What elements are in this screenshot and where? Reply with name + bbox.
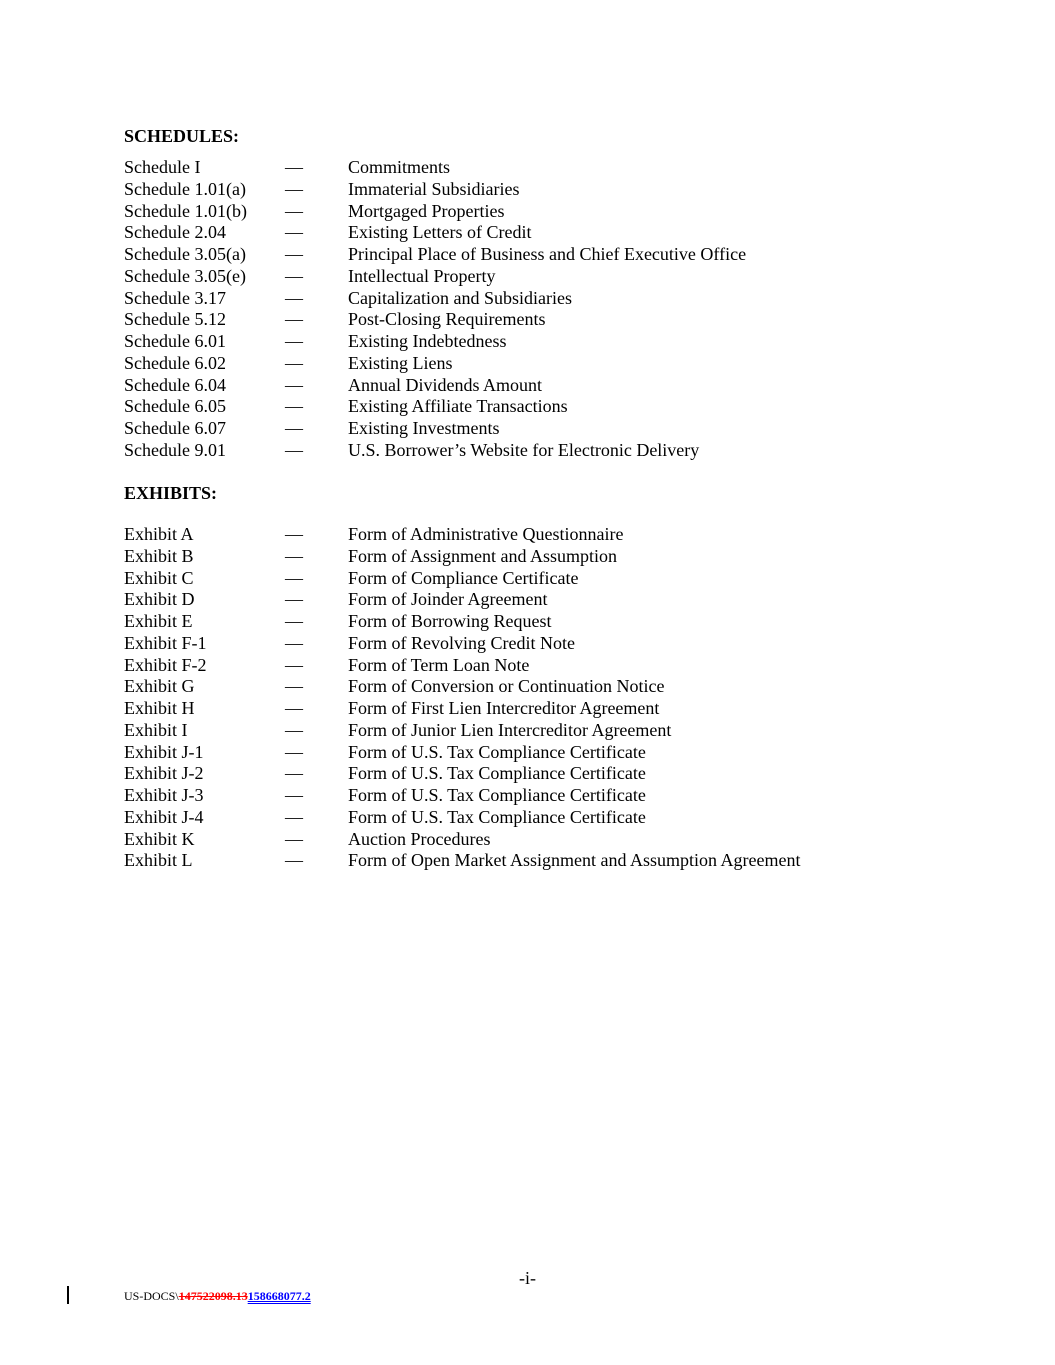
em-dash: —: [285, 763, 303, 784]
schedule-description: Existing Affiliate Transactions: [348, 396, 568, 417]
exhibit-label: Exhibit C: [124, 567, 194, 588]
exhibit-description: Auction Procedures: [348, 828, 491, 849]
schedule-description: Capitalization and Subsidiaries: [348, 287, 572, 308]
schedule-description: Commitments: [348, 157, 451, 177]
exhibit-label: Exhibit J-2: [124, 763, 204, 784]
em-dash: —: [285, 396, 303, 417]
em-dash: —: [285, 222, 303, 243]
schedule-description: Existing Investments: [348, 418, 500, 438]
em-dash: —: [285, 524, 303, 544]
em-dash: —: [285, 545, 303, 566]
exhibit-label: Exhibit K: [124, 828, 195, 849]
document-id-footer: [124, 1288, 311, 1304]
schedule-label: Schedule 6.04: [124, 374, 226, 395]
exhibit-label: Exhibit J-4: [124, 806, 204, 827]
exhibits-heading: EXHIBITS:: [124, 483, 218, 503]
schedule-description: Existing Indebtedness: [348, 331, 507, 351]
em-dash: —: [285, 265, 303, 286]
schedule-label: Schedule 1.01(b): [124, 200, 247, 221]
schedule-description: Existing Liens: [348, 352, 453, 373]
exhibit-label: Exhibit F-1: [124, 632, 207, 653]
exhibit-label: Exhibit D: [124, 589, 195, 610]
schedule-label: Schedule 5.12: [124, 309, 226, 330]
em-dash: —: [285, 719, 303, 740]
exhibit-description: Form of Term Loan Note: [348, 654, 530, 675]
em-dash: —: [285, 287, 303, 308]
schedule-label: Schedule 6.07: [124, 418, 226, 438]
schedule-description: Annual Dividends Amount: [348, 374, 542, 395]
schedule-description: Mortgaged Properties: [348, 200, 505, 221]
exhibit-label: Exhibit E: [124, 611, 193, 631]
em-dash: —: [285, 806, 303, 827]
schedule-description: Principal Place of Business and Chief Executive Office: [348, 244, 747, 264]
exhibit-description: Form of Open Market Assignment and Assumption Agreement: [348, 850, 801, 871]
em-dash: —: [285, 632, 303, 653]
schedule-description: Post-Closing Requirements: [348, 309, 546, 330]
schedule-label: Schedule 1.01(a): [124, 178, 246, 199]
exhibit-label: Exhibit A: [124, 524, 194, 544]
em-dash: —: [285, 850, 303, 871]
schedule-label: Schedule 2.04: [124, 222, 226, 243]
schedules-heading: SCHEDULES:: [124, 126, 240, 146]
exhibit-label: Exhibit I: [124, 719, 188, 740]
exhibit-label: Exhibit B: [124, 545, 194, 566]
exhibit-description: Form of U.S. Tax Compliance Certificate: [348, 785, 646, 805]
schedule-description: U.S. Borrower’s Website for Electronic Delivery: [348, 439, 700, 460]
exhibit-label: Exhibit G: [124, 676, 195, 697]
exhibit-description: Form of U.S. Tax Compliance Certificate: [348, 763, 646, 784]
exhibit-description: Form of Assignment and Assumption: [348, 545, 618, 566]
em-dash: —: [285, 611, 303, 631]
em-dash: —: [285, 331, 303, 351]
exhibit-description: Form of U.S. Tax Compliance Certificate: [348, 741, 646, 762]
exhibit-label: Exhibit F-2: [124, 654, 207, 675]
schedule-description: Existing Letters of Credit: [348, 222, 532, 243]
em-dash: —: [285, 741, 303, 762]
revision-change-bar: [67, 1286, 69, 1304]
doc-id-inserted: 158668077.2: [247, 1289, 311, 1303]
em-dash: —: [285, 828, 303, 849]
schedule-label: Schedule 6.01: [124, 331, 226, 351]
em-dash: —: [285, 567, 303, 588]
doc-id-prefix: US-DOCS\: [124, 1289, 179, 1303]
em-dash: —: [285, 374, 303, 395]
exhibit-label: Exhibit L: [124, 850, 193, 871]
exhibit-label: Exhibit J-1: [124, 741, 204, 762]
exhibit-description: Form of Administrative Questionnaire: [348, 524, 624, 544]
schedule-label: Schedule 6.05: [124, 396, 226, 417]
em-dash: —: [285, 200, 303, 221]
doc-id-deleted: 147522098.13: [178, 1289, 248, 1303]
exhibit-description: Form of Compliance Certificate: [348, 567, 579, 588]
exhibit-description: Form of U.S. Tax Compliance Certificate: [348, 806, 646, 827]
em-dash: —: [285, 589, 303, 610]
em-dash: —: [285, 785, 303, 805]
page-number: -i-: [519, 1268, 536, 1288]
em-dash: —: [285, 352, 303, 373]
em-dash: —: [285, 698, 303, 718]
schedule-label: Schedule 3.17: [124, 287, 226, 308]
exhibit-description: Form of Junior Lien Intercreditor Agreement: [348, 719, 672, 740]
em-dash: —: [285, 418, 303, 438]
exhibit-description: Form of Joinder Agreement: [348, 589, 548, 610]
em-dash: —: [285, 178, 303, 199]
em-dash: —: [285, 244, 303, 264]
exhibit-description: Form of Borrowing Request: [348, 611, 552, 631]
em-dash: —: [285, 309, 303, 330]
exhibit-label: Exhibit H: [124, 698, 195, 718]
schedule-label: Schedule 9.01: [124, 439, 226, 460]
exhibit-label: Exhibit J-3: [124, 785, 204, 805]
em-dash: —: [285, 439, 303, 460]
schedule-label: Schedule 3.05(a): [124, 244, 246, 264]
exhibit-description: Form of Revolving Credit Note: [348, 632, 575, 653]
schedule-label: Schedule 6.02: [124, 352, 226, 373]
em-dash: —: [285, 654, 303, 675]
em-dash: —: [285, 157, 303, 177]
schedule-description: Intellectual Property: [348, 265, 496, 286]
exhibit-description: Form of First Lien Intercreditor Agreement: [348, 698, 660, 718]
schedule-label: Schedule I: [124, 157, 201, 177]
schedule-description: Immaterial Subsidiaries: [348, 178, 520, 199]
schedule-label: Schedule 3.05(e): [124, 265, 246, 286]
exhibit-description: Form of Conversion or Continuation Notice: [348, 676, 665, 697]
em-dash: —: [285, 676, 303, 697]
